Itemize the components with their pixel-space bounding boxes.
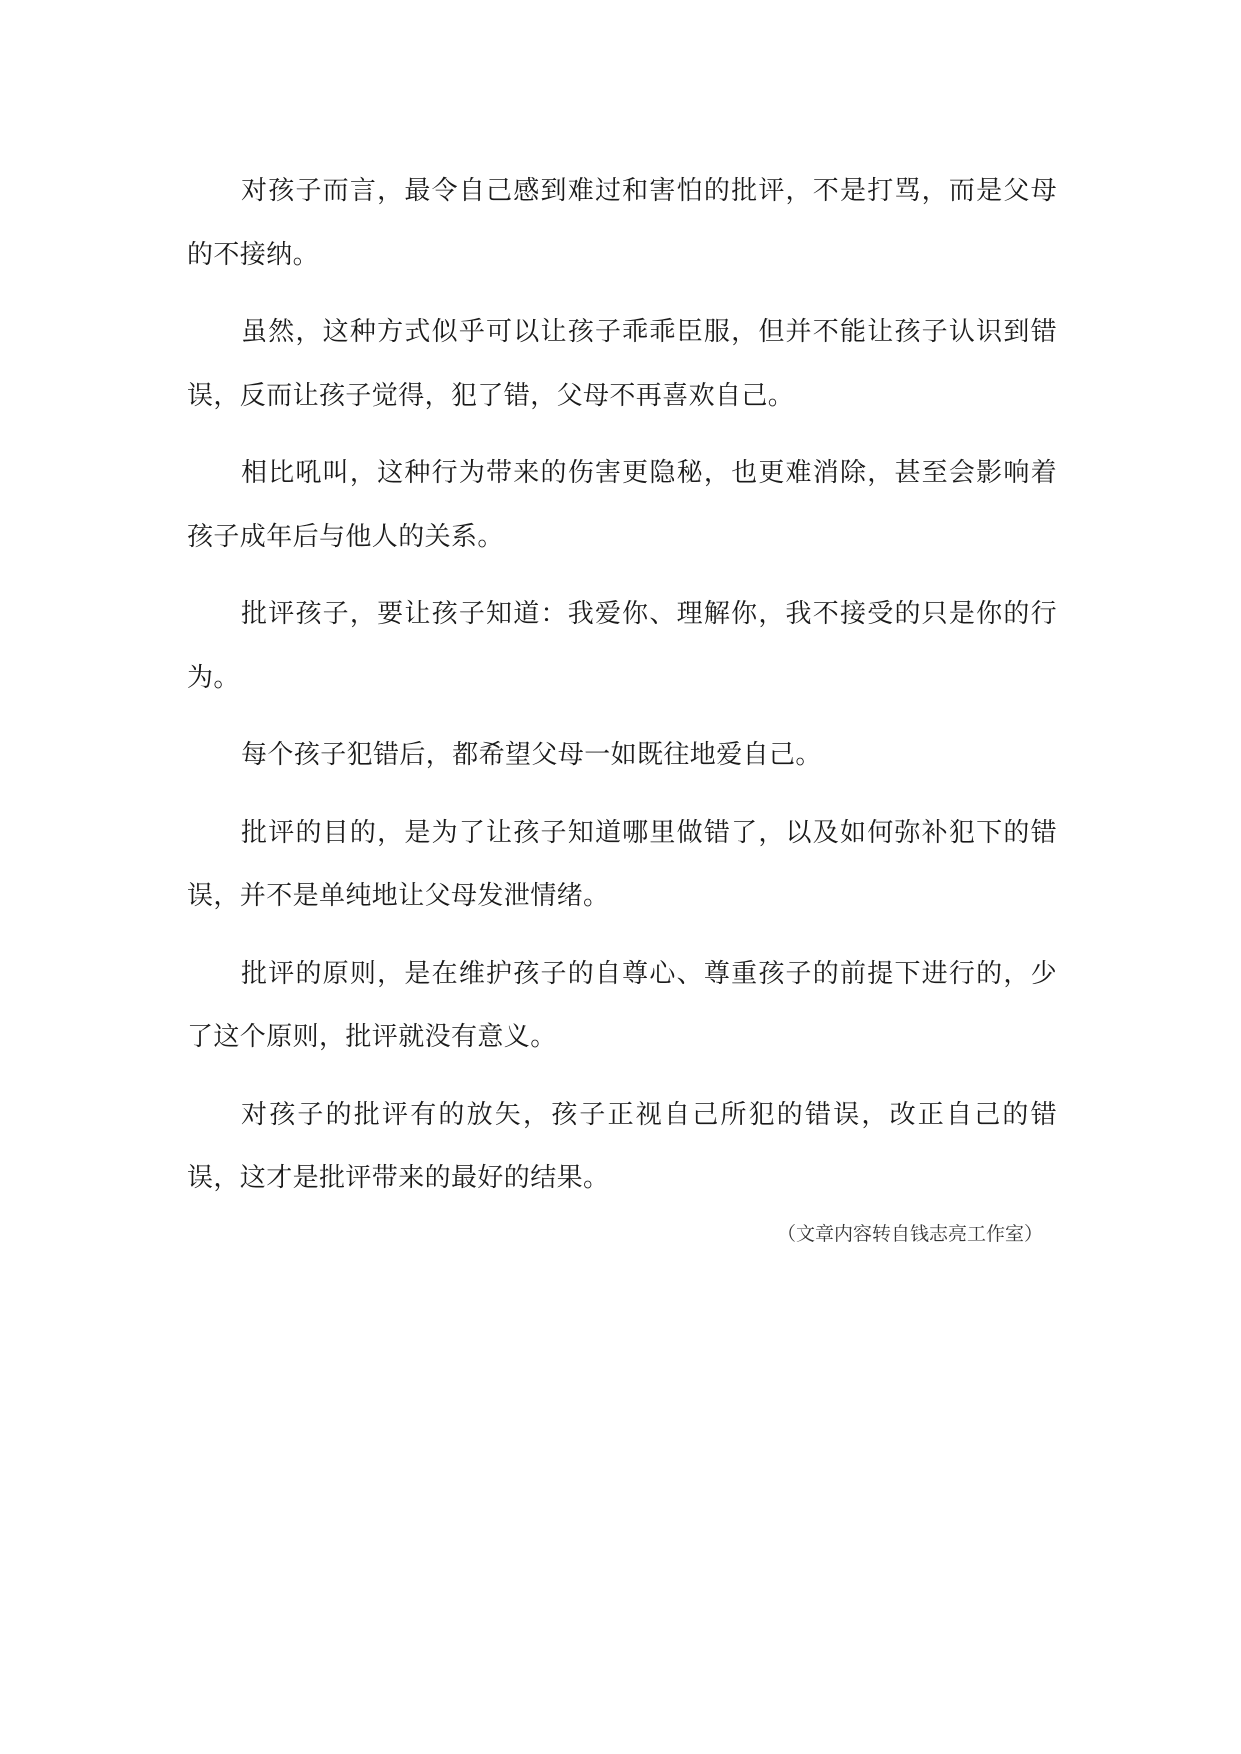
paragraph: 对孩子而言，最令自己感到难过和害怕的批评，不是打骂，而是父母的不接纳。 [187, 176, 1057, 270]
paragraph: 批评的原则，是在维护孩子的自尊心、尊重孩子的前提下进行的，少了这个原则，批评就没有意义。 [187, 958, 1057, 1052]
paragraph: 批评孩子，要让孩子知道：我爱你、理解你，我不接受的只是你的行为。 [187, 599, 1057, 693]
article-body [187, 160, 1057, 1251]
paragraph: 对孩子的批评有的放矢，孩子正视自己所犯的错误，改正自己的错误，这才是批评带来的最好的结果。 [187, 1099, 1057, 1193]
paragraph: 每个孩子犯错后，都希望父母一如既往地爱自己。 [241, 740, 822, 770]
paragraph: 批评的目的，是为了让孩子知道哪里做错了，以及如何弥补犯下的错误，并不是单纯地让父母发泄情绪。 [187, 817, 1057, 911]
paragraph: 虽然，这种方式似乎可以让孩子乖乖臣服，但并不能让孩子认识到错误，反而让孩子觉得，犯了错，父母不再喜欢自己。 [187, 317, 1057, 411]
source-attribution: （文章内容转自钱志亮工作室） [776, 1222, 1043, 1245]
paragraph: 相比吼叫，这种行为带来的伤害更隐秘，也更难消除，甚至会影响着孩子成年后与他人的关系。 [187, 458, 1057, 552]
